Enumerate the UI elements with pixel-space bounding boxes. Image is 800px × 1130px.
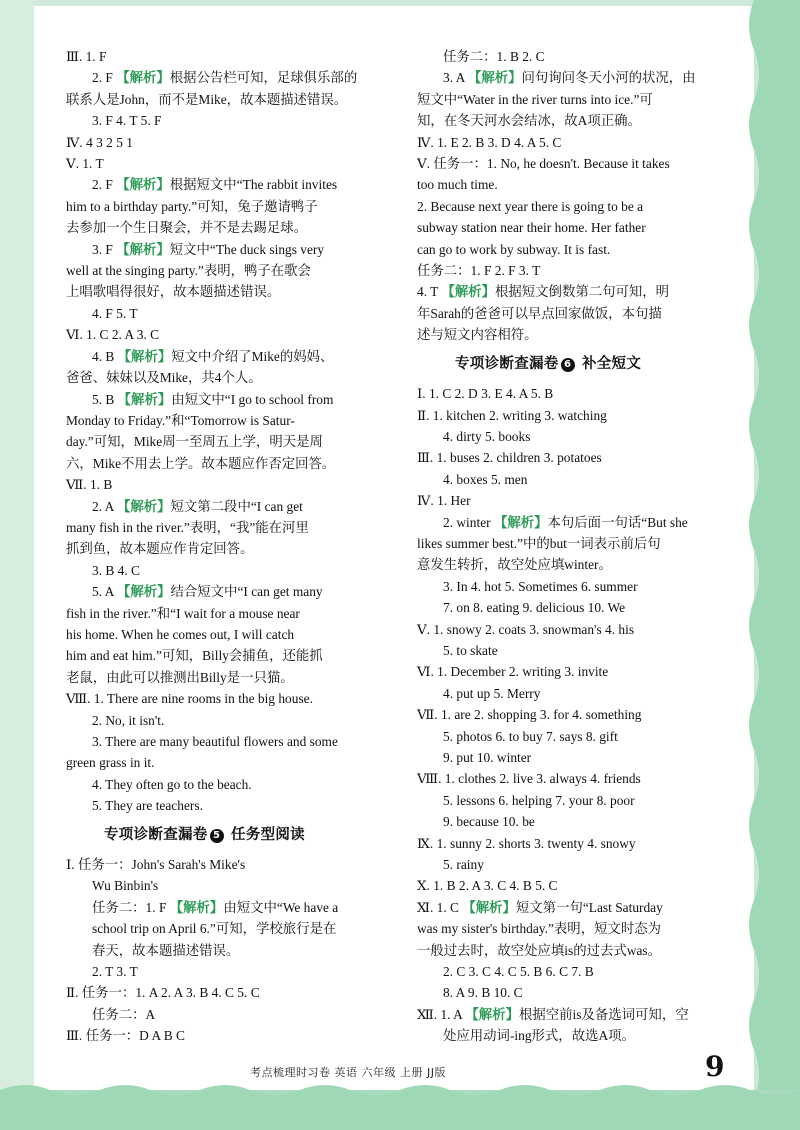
answer-line: 去参加一个生日聚会，并不是去踢足球。 (66, 220, 308, 236)
answer-line: 8. A 9. B 10. C (443, 985, 523, 1001)
analysis-tag: 【解析】 (116, 177, 170, 193)
answer-line: 4. B 【解析】短文中介绍了Mike的妈妈、 (92, 348, 334, 364)
left-answer-list-2 (66, 854, 381, 1047)
answer-line: Ⅺ. 1. C 【解析】短文第一句“Last Saturday (417, 899, 663, 915)
analysis-tag: 【解析】 (116, 241, 170, 257)
answer-line: fish in the river.”和“I wait for a mouse near (66, 605, 300, 621)
section-heading-6 (455, 354, 722, 375)
answer-line: Ⅴ. 1. T (66, 156, 104, 172)
answer-line: 2. Because next year there is going to be a (417, 198, 644, 214)
answer-line: 5. photos 6. to buy 7. says 8. gift (443, 728, 618, 744)
answer-line: 上唱歌唱得很好，故本题描述错误。 (66, 284, 281, 300)
analysis-tag: 【解析】 (493, 514, 548, 530)
answer-line: Wu Binbin's (92, 878, 159, 894)
answer-line: green grass in it. (66, 755, 155, 771)
answer-line: 5. rainy (443, 857, 484, 873)
answer-line: Ⅳ. 1. Her (417, 493, 471, 509)
answer-line: 任务二：1. B 2. C (443, 49, 545, 64)
answer-line: 抓到鱼，故本题应作肯定回答。 (66, 541, 254, 557)
answer-line: 5. B 【解析】由短文中“I go to school from (92, 391, 334, 407)
answer-line: 联系人是John，而不是Mike，故本题描述错误。 (66, 91, 348, 107)
answer-line: 知，在冬天河水会结冰，故A项正确。 (417, 113, 641, 129)
answer-line: 3. B 4. C (92, 562, 140, 578)
right-answer-list (417, 46, 722, 346)
left-answer-list (66, 46, 381, 817)
answer-line: Ⅰ. 任务一：John's Sarah's Mike's (66, 857, 246, 873)
answer-line: Ⅵ. 1. December 2. writing 3. invite (417, 664, 609, 680)
page-footer: 考点梳理时习卷 英语 六年级 上册 JJ版 (250, 1066, 446, 1079)
answer-line: Ⅰ. 1. C 2. D 3. E 4. A 5. B (417, 386, 554, 402)
answer-line: Ⅲ. 1. F (66, 49, 107, 64)
answer-line: 5. to skate (443, 642, 498, 658)
answer-line: Monday to Friday.”和“Tomorrow is Satur- (66, 412, 295, 428)
answer-line: can go to work by subway. It is fast. (417, 241, 611, 257)
answer-line: 2. F 【解析】根据短文中“The rabbit invites (92, 177, 338, 193)
answer-line: 4. T 【解析】根据短文倒数第二句可知，明 (417, 284, 670, 300)
analysis-tag: 【解析】 (117, 348, 172, 364)
answer-line: 4. They often go to the beach. (92, 776, 252, 792)
answer-line: 5. lessons 6. helping 7. your 8. poor (443, 792, 635, 808)
answer-line: Ⅳ. 1. E 2. B 3. D 4. A 5. C (417, 134, 562, 150)
answer-line: 9. because 10. be (443, 814, 535, 830)
answer-line: 爸爸、妹妹以及Mike，共4个人。 (66, 370, 262, 386)
section-number-badge: 5 (210, 829, 224, 843)
section-subtitle: 任务型阅读 (230, 826, 305, 843)
answer-line: Ⅹ. 1. B 2. A 3. C 4. B 5. C (417, 878, 558, 894)
answer-line: him to a birthday party.”可知，兔子邀请鸭子 (66, 198, 318, 214)
answer-line: Ⅴ. 1. snowy 2. coats 3. snowman's 4. his (417, 621, 635, 637)
answer-line: Ⅳ. 4 3 2 5 1 (66, 134, 133, 150)
analysis-tag: 【解析】 (462, 899, 516, 915)
answer-line: Ⅱ. 任务一：1. A 2. A 3. B 4. C 5. C (66, 985, 260, 1001)
answer-line: Ⅶ. 1. B (66, 477, 113, 493)
answer-line: 六，Mike不用去上学。故本题应作否定回答。 (66, 455, 336, 471)
answer-line: Ⅶ. 1. are 2. shopping 3. for 4. something (417, 707, 642, 723)
left-column (66, 46, 381, 1047)
answer-line: 2. F 【解析】根据公告栏可知，足球俱乐部的 (92, 70, 358, 86)
answer-line: 4. put up 5. Merry (443, 685, 541, 701)
answer-line: 2. No, it isn't. (92, 712, 165, 728)
answer-line: him and eat him.”可知，Billy会捕鱼，还能抓 (66, 648, 323, 664)
analysis-tag: 【解析】 (116, 498, 171, 514)
answer-line: 9. put 10. winter (443, 750, 532, 765)
answer-line: Ⅴ. 任务一：1. No, he doesn't. Because it takes (417, 156, 670, 172)
analysis-tag: 【解析】 (441, 284, 495, 300)
answer-line: 3. A 【解析】问句询问冬天小河的状况，由 (443, 70, 696, 86)
answer-line: Ⅵ. 1. C 2. A 3. C (66, 327, 160, 343)
answer-line: 4. F 5. T (92, 305, 138, 321)
page-left-margin (0, 0, 34, 1130)
answer-line: 述与短文内容相符。 (417, 327, 538, 343)
right-column (417, 46, 722, 1047)
section-title: 专项诊断查漏卷 (104, 826, 208, 843)
analysis-tag: 【解析】 (169, 899, 224, 915)
right-wave-border (740, 0, 800, 1130)
answer-line: 老鼠，由此可以推测出Billy是一只猫。 (66, 669, 294, 685)
answer-line: Ⅻ. 1. A 【解析】根据空前is及备选词可知，空 (417, 1006, 689, 1022)
answer-line: 2. C 3. C 4. C 5. B 6. C 7. B (443, 964, 594, 980)
answer-line: well at the singing party.”表明，鸭子在歌会 (66, 263, 311, 279)
answer-line: 3. F 【解析】短文中“The duck sings very (92, 241, 325, 257)
answer-line: 2. T 3. T (92, 964, 138, 980)
answer-line: 3. F 4. T 5. F (92, 113, 162, 129)
answer-line: school trip on April 6.”可知，学校旅行是在 (92, 921, 337, 937)
answer-line: 2. winter 【解析】本句后面一句话“But she (443, 514, 688, 530)
answer-line: Ⅱ. 1. kitchen 2. writing 3. watching (417, 407, 607, 423)
analysis-tag: 【解析】 (465, 1006, 519, 1022)
answer-line: too much time. (417, 177, 498, 193)
analysis-tag: 【解析】 (116, 70, 170, 86)
right-answer-list-2 (417, 383, 722, 1047)
answer-line: 短文中“Water in the river turns into ice.”可 (417, 91, 653, 107)
answer-line: 年Sarah的爸爸可以早点回家做饭，本句描 (417, 305, 662, 321)
answer-line: 任务二：A (92, 1006, 156, 1022)
answer-line: subway station near their home. Her father (417, 220, 646, 236)
answer-line: 处应用动词-ing形式，故选A项。 (443, 1028, 635, 1044)
answer-line: Ⅷ. 1. There are nine rooms in the big house. (66, 691, 313, 707)
answer-line: 任务二：1. F 2. F 3. T (417, 263, 541, 279)
answer-line: 2. A 【解析】短文第二段中“I can get (92, 498, 303, 514)
answer-line: his home. When he comes out, I will catch (66, 626, 295, 642)
answer-line: 春天，故本题描述错误。 (92, 942, 240, 958)
answer-line: 4. dirty 5. books (443, 428, 531, 444)
analysis-tag: 【解析】 (467, 70, 522, 86)
analysis-tag: 【解析】 (116, 584, 171, 600)
section-number-badge: 6 (561, 358, 575, 372)
analysis-tag: 【解析】 (117, 391, 172, 407)
section-heading-5 (104, 825, 381, 846)
answer-line: likes summer best.”中的but一词表示前后句 (417, 535, 661, 551)
answer-line: 3. In 4. hot 5. Sometimes 6. summer (443, 578, 638, 594)
answer-line: 5. A 【解析】结合短文中“I can get many (92, 584, 323, 600)
answer-line: 5. They are teachers. (92, 798, 203, 814)
answer-line: 4. boxes 5. men (443, 471, 528, 487)
section-subtitle: 补全短文 (581, 355, 642, 372)
answer-line: 任务二：1. F 【解析】由短文中“We have a (92, 899, 339, 915)
answer-line: 意发生转折，故空处应填winter。 (417, 557, 612, 573)
section-title: 专项诊断查漏卷 (455, 355, 559, 372)
answer-line: 7. on 8. eating 9. delicious 10. We (443, 600, 626, 616)
page-number: 9 (705, 1050, 725, 1083)
answer-line: Ⅸ. 1. sunny 2. shorts 3. twenty 4. snowy (417, 835, 636, 851)
answer-line: was my sister's birthday.”表明，短文时态为 (417, 921, 662, 937)
answer-line: 3. There are many beautiful flowers and some (92, 734, 338, 749)
answer-line: Ⅲ. 任务一：D A B C (66, 1028, 185, 1044)
answer-line: Ⅲ. 1. buses 2. children 3. potatoes (417, 450, 602, 466)
answer-line: Ⅷ. 1. clothes 2. live 3. always 4. friends (417, 771, 641, 787)
answer-line: day.”可知，Mike周一至周五上学，明天是周 (66, 434, 323, 450)
answer-line: many fish in the river.”表明，“我”能在河里 (66, 519, 309, 535)
answer-line: 一般过去时，故空处应填is的过去式was。 (417, 942, 662, 958)
page-top-edge (0, 0, 800, 6)
